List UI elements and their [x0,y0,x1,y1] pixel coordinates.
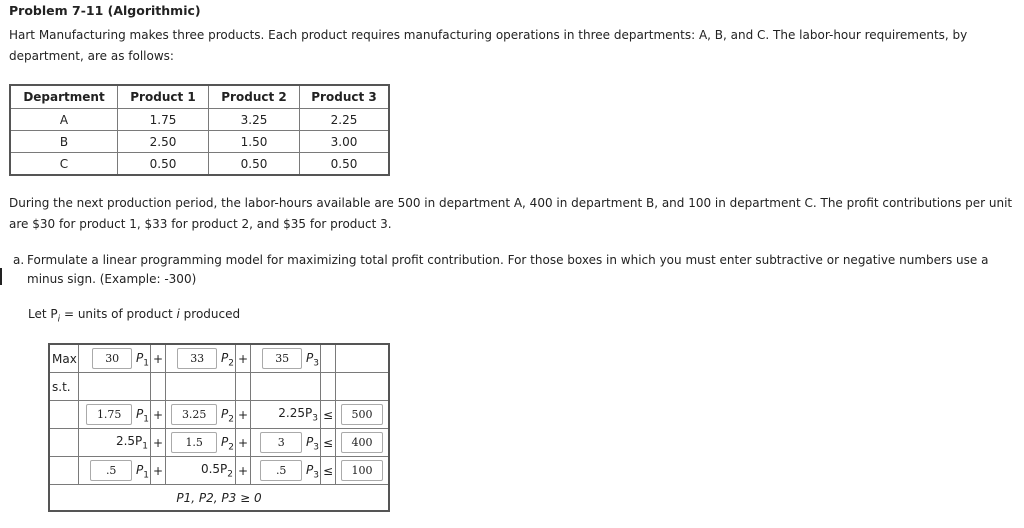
objective-term-1: 30 $P_1$ [79,344,151,373]
table-cell: 3.25 [209,109,300,131]
table-cell: 3.00 [300,131,390,153]
constraint-a-term-1: 1.75 $P_1$ [79,401,151,429]
objective-coef-1-input[interactable]: 30 [92,348,132,369]
table-cell: 2.50 [118,131,209,153]
objective-row [49,344,389,373]
header-product-1: Product 1 [118,85,209,109]
constraint-c-coef-1-input[interactable]: .5 [90,460,132,481]
constraint-c-term-2: $0.5P_2$ [166,457,236,485]
st-row [49,373,389,401]
constraint-a-term-3: $2.25P_3$ [251,401,321,429]
table-cell: C [10,153,118,176]
table-cell: B [10,131,118,153]
constraint-a-rhs [336,401,390,429]
table-cell: 0.50 [118,153,209,176]
table-cell: A [10,109,118,131]
leq-sign: ≤ [321,429,336,457]
problem-title: Problem 7-11 (Algorithmic) [9,3,201,18]
empty-cell [236,373,251,401]
constraint-b-term-2: 1.5 $P_2$ [166,429,236,457]
constraint-a-coef-1-input[interactable]: 1.75 [86,404,132,425]
nonneg-row [49,485,389,512]
question-a-label: a. [13,253,25,267]
constraint-b-term-3: 3 $P_3$ [251,429,321,457]
max-label: Max [49,344,79,373]
empty-cell [151,373,166,401]
table-cell: 1.75 [118,109,209,131]
nonnegativity-constraint: P1, P2, P3 ≥ 0 [49,485,389,512]
empty-cell [49,401,79,429]
plus-sign: + [151,457,166,485]
table-row [10,109,389,131]
constraint-c-rhs-input[interactable]: 100 [341,460,383,481]
constraint-c-rhs [336,457,390,485]
empty-cell [251,373,321,401]
objective-coef-2-input[interactable]: 33 [177,348,217,369]
question-a-text: Formulate a linear programming model for maximizing total profit contribution. For those boxes in which you must enter subtractive or negative numbers use a minus sign. (Example: -300) [27,253,989,286]
availability-text: During the next production period, the labor-hours available are 500 in department A, 400 in department B, and 100 in department C. The profit contributions per unit are $30 for product 1, $33 for product 2, and $35 for product 3. [9,196,1013,231]
constraint-row-a [49,401,389,429]
empty-cell [336,344,390,373]
constraint-b-term-1: $2.5P_1$ [79,429,151,457]
objective-term-2: 33 $P_2$ [166,344,236,373]
header-product-2: Product 2 [209,85,300,109]
table-header-row [10,85,389,109]
empty-cell [79,373,151,401]
constraint-a-term-2: 3.25 $P_2$ [166,401,236,429]
leq-sign: ≤ [321,457,336,485]
constraint-b-rhs-input[interactable]: 400 [341,432,383,453]
st-label: s.t. [49,373,79,401]
constraint-b-rhs [336,429,390,457]
left-edge-marker [0,268,2,285]
table-cell: 2.25 [300,109,390,131]
constraint-b-coef-3-input[interactable]: 3 [260,432,302,453]
lp-model-table [48,343,390,512]
constraint-row-c [49,457,389,485]
table-cell: 1.50 [209,131,300,153]
constraint-c-coef-3-input[interactable]: .5 [260,460,302,481]
plus-sign: + [236,429,251,457]
plus-sign: + [151,429,166,457]
empty-cell [336,373,390,401]
header-department: Department [10,85,118,109]
header-product-3: Product 3 [300,85,390,109]
empty-cell [166,373,236,401]
variable-definition: Let $P_i$ = units of product i produced [28,307,241,325]
table-row [10,131,389,153]
constraint-c-term-1: .5 $P_1$ [79,457,151,485]
objective-coef-3-input[interactable]: 35 [262,348,302,369]
plus-sign: + [236,457,251,485]
constraint-a-coef-2-input[interactable]: 3.25 [171,404,217,425]
constraint-row-b [49,429,389,457]
problem-intro: Hart Manufacturing makes three products. Each product requires manufacturing operations in three departments: A, B, and C. The labor-hour requirements, by department, are as follows: [9,28,968,63]
constraint-c-term-3: .5 $P_3$ [251,457,321,485]
objective-term-3: 35 $P_3$ [251,344,321,373]
plus-sign: + [236,344,251,373]
plus-sign: + [236,401,251,429]
plus-sign: + [151,401,166,429]
plus-sign: + [151,344,166,373]
empty-cell [321,373,336,401]
table-cell: 0.50 [300,153,390,176]
empty-cell [49,457,79,485]
labor-hours-table [9,84,390,176]
table-row [10,153,389,176]
empty-cell [321,344,336,373]
leq-sign: ≤ [321,401,336,429]
question-a [13,251,1008,289]
empty-cell [49,429,79,457]
constraint-b-coef-2-input[interactable]: 1.5 [171,432,217,453]
constraint-a-rhs-input[interactable]: 500 [341,404,383,425]
table-cell: 0.50 [209,153,300,176]
